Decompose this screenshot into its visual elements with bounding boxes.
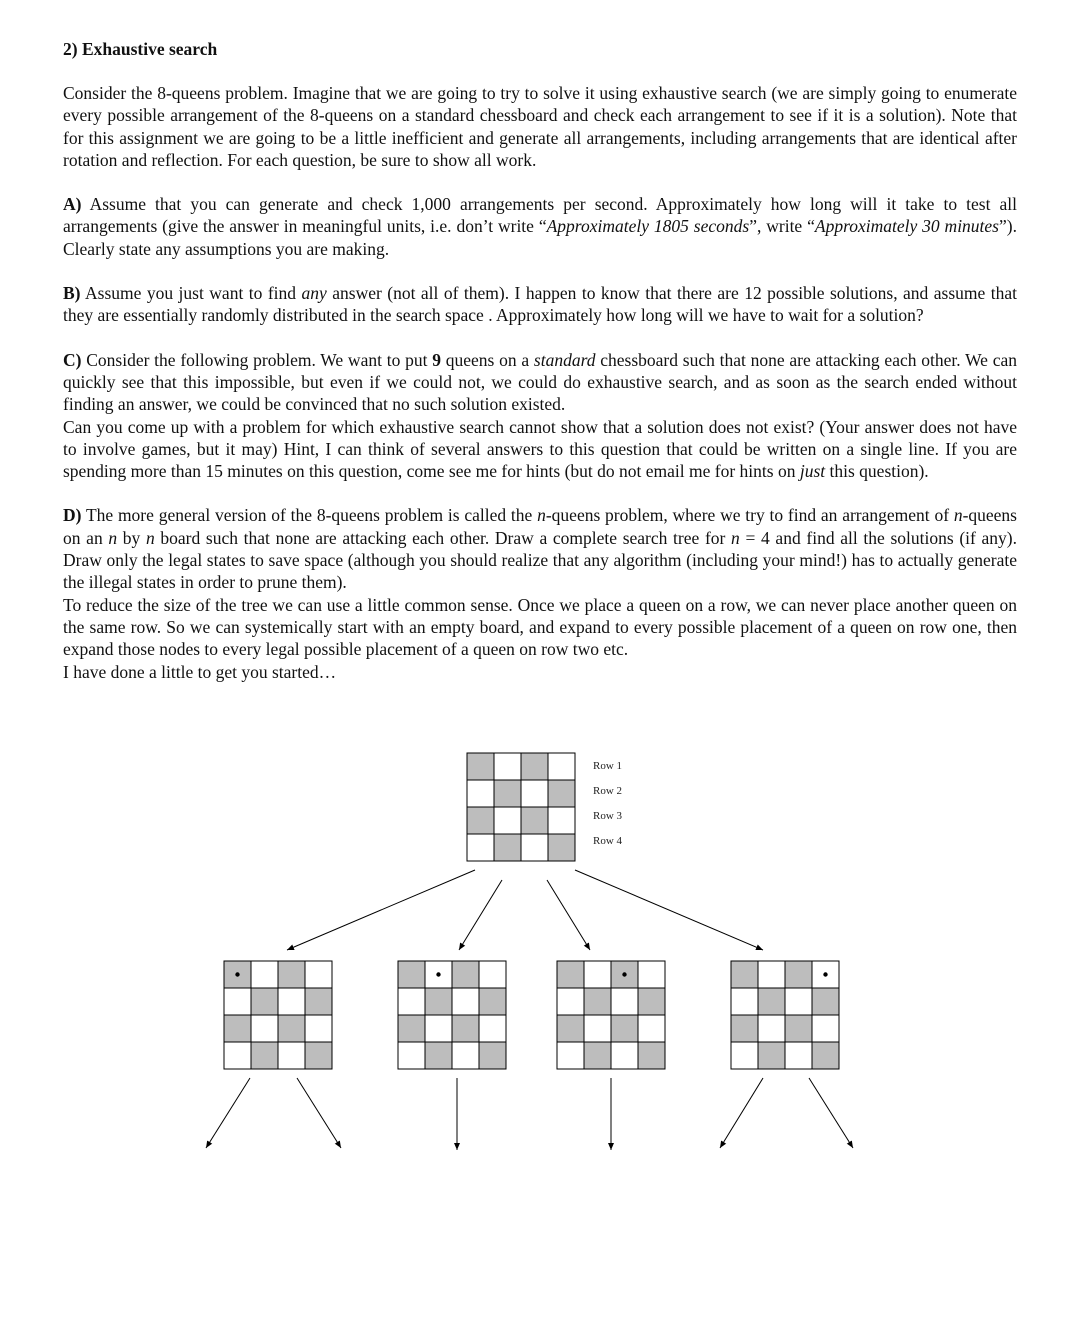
board-square xyxy=(758,1015,785,1042)
board-square xyxy=(398,1042,425,1069)
section-heading: 2) Exhaustive search xyxy=(63,39,218,59)
board-square xyxy=(425,1015,452,1042)
board-square xyxy=(467,780,494,807)
question-d-label: D) xyxy=(63,505,82,526)
board-square xyxy=(305,988,332,1015)
board-square xyxy=(494,780,521,807)
board-square xyxy=(548,753,575,780)
board-square xyxy=(278,961,305,988)
question-d-text: board such that none are attacking each other. Draw a complete search tree for xyxy=(154,527,732,548)
board-square xyxy=(278,988,305,1015)
board-square xyxy=(467,834,494,861)
question-c-text: Consider the following problem. We want to put xyxy=(81,349,433,370)
board-square xyxy=(638,961,665,988)
board-square xyxy=(584,1015,611,1042)
board-square xyxy=(731,961,758,988)
question-d-closing: I have done a little to get you started… xyxy=(63,661,337,682)
question-a-emphasis: Approximately 30 minutes xyxy=(814,216,999,237)
board-square xyxy=(398,1015,425,1042)
tree-edge-arrow xyxy=(297,1078,341,1148)
question-a-text: Assume that you can generate and check 1,000 arrangements per second. Approximately how long will it take to test all arrangements (give the answer in meaningful units, i.e. don’t write “ xyxy=(63,194,1017,237)
board-square xyxy=(479,988,506,1015)
board-square xyxy=(521,807,548,834)
row-label-2: Row 2 xyxy=(593,785,623,797)
board-square xyxy=(638,1042,665,1069)
question-d-emphasis: n xyxy=(108,527,118,548)
child-boards xyxy=(224,961,839,1069)
board-square xyxy=(785,1015,812,1042)
board-square xyxy=(758,1042,785,1069)
board-square xyxy=(494,834,521,861)
question-c-emphasis: standard xyxy=(533,349,596,370)
board-square xyxy=(494,753,521,780)
board-square xyxy=(467,753,494,780)
row-label-3: Row 3 xyxy=(593,810,623,822)
board-square xyxy=(305,961,332,988)
board-square xyxy=(638,988,665,1015)
board-square xyxy=(494,807,521,834)
board-square xyxy=(278,1015,305,1042)
board-square xyxy=(479,961,506,988)
board-square xyxy=(557,961,584,988)
board-square xyxy=(758,988,785,1015)
board-square xyxy=(731,988,758,1015)
question-d-explanation: To reduce the size of the tree we can use a little common sense. Once we place a queen on a row, we can never place another queen on the same row. So we can systemically start with an empty board, and expand to every possible placement of a queen on row one, then expand those nodes to every legal possible placement of a queen on row two etc. xyxy=(63,594,1017,660)
board-square xyxy=(521,780,548,807)
row-label-1: Row 1 xyxy=(593,760,623,772)
child-board-3 xyxy=(557,961,665,1069)
question-d-emphasis: n xyxy=(145,527,155,548)
question-d-text: = 4 and find all the solutions (if any). Draw only the legal states to save space (although you should realize that any algorithm (including your mind!) has to actually generate the illegal states in order to prune them). xyxy=(63,527,1018,593)
question-b-text: answer (not all of them). I happen to know that there are 12 possible solutions, and assume that they are essentially randomly distributed in the search space . Approximately how long will we have to wait for a solution? xyxy=(63,283,1017,326)
question-c-hint-text: Can you come up with a problem for which exhaustive search cannot show that a solution does not exist? (Your answer does not have to involve games, but it may) Hint, I can think of several answers to this question that could be written on a single line. If you are spending more than 15 minutes on this question, come see me for hints (but do not email me for hints on xyxy=(63,416,1017,482)
board-square xyxy=(812,988,839,1015)
board-square xyxy=(452,1015,479,1042)
board-square xyxy=(584,988,611,1015)
question-a-text: ”, write “ xyxy=(749,216,815,237)
board-square xyxy=(479,1015,506,1042)
question-d-text: -queens on an xyxy=(63,505,1017,548)
tree-edge-arrow xyxy=(459,880,502,950)
row-label-4: Row 4 xyxy=(593,835,623,847)
root-board xyxy=(467,753,575,861)
queen-marker xyxy=(436,972,440,976)
queen-marker xyxy=(823,972,827,976)
board-square xyxy=(611,988,638,1015)
board-square xyxy=(548,834,575,861)
board-square xyxy=(611,1015,638,1042)
board-square xyxy=(251,988,278,1015)
board-square xyxy=(557,988,584,1015)
board-square xyxy=(785,961,812,988)
question-a-text: ”). Clearly state any assumptions you are making. xyxy=(63,216,1017,259)
board-square xyxy=(638,1015,665,1042)
child-board-1 xyxy=(224,961,332,1069)
board-square xyxy=(251,1042,278,1069)
question-c-hint-text: this question). xyxy=(825,461,929,482)
board-square xyxy=(785,1042,812,1069)
board-square xyxy=(251,961,278,988)
queen-marker xyxy=(622,972,626,976)
board-square xyxy=(584,1042,611,1069)
question-d-text: The more general version of the 8-queens problem is called the xyxy=(81,505,538,526)
board-square xyxy=(224,1015,251,1042)
question-b-text: Assume you just want to find xyxy=(80,283,302,304)
board-square xyxy=(521,753,548,780)
root-board-grid xyxy=(467,753,575,861)
board-square xyxy=(305,1042,332,1069)
board-square xyxy=(398,961,425,988)
tree-edge-arrow xyxy=(206,1078,250,1148)
question-d-emphasis: n xyxy=(731,527,740,548)
board-square xyxy=(452,961,479,988)
question-a-label: A) xyxy=(63,194,82,215)
board-square xyxy=(521,834,548,861)
question-c-bold: 9 xyxy=(432,349,441,370)
question-d-emphasis: n xyxy=(537,505,546,526)
board-square xyxy=(557,1015,584,1042)
child-board-2 xyxy=(398,961,506,1069)
tree-edge-arrow xyxy=(547,880,590,950)
board-square xyxy=(557,1042,584,1069)
queen-marker xyxy=(235,972,239,976)
board-square xyxy=(785,988,812,1015)
question-c-emphasis: just xyxy=(799,461,826,482)
tree-edge-arrow xyxy=(575,870,763,950)
board-square xyxy=(467,807,494,834)
board-square xyxy=(584,961,611,988)
board-square xyxy=(731,1015,758,1042)
child-board-4 xyxy=(731,961,839,1069)
tree-edge-arrow xyxy=(809,1078,853,1148)
board-square xyxy=(452,1042,479,1069)
board-square xyxy=(251,1015,278,1042)
question-c-label: C) xyxy=(63,349,82,370)
board-square xyxy=(278,1042,305,1069)
board-square xyxy=(425,1042,452,1069)
board-square xyxy=(224,988,251,1015)
question-c-text: chessboard such that none are attacking each other. We can quickly see that this impossible, but even if we could not, we could do exhaustive search, and as soon as the search ended without finding an answer, we could be convinced that no such solution existed. xyxy=(63,349,1018,415)
question-b-emphasis: any xyxy=(301,283,327,304)
question-a-emphasis: Approximately 1805 seconds xyxy=(546,216,750,237)
question-d-text: -queens problem, where we try to find an arrangement of xyxy=(545,505,954,526)
board-square xyxy=(812,1042,839,1069)
board-square xyxy=(548,780,575,807)
tree-edge-arrow xyxy=(287,870,475,950)
board-square xyxy=(731,1042,758,1069)
board-square xyxy=(812,1015,839,1042)
question-c-text: queens on a xyxy=(440,349,534,370)
board-square xyxy=(224,1042,251,1069)
intro-paragraph: Consider the 8-queens problem. Imagine that we are going to try to solve it using exhaustive search (we are simply going to enumerate every possible arrangement of the 8-queens on a standard chessboard and check each arrangement to see if it is a solution). Note that for this assignment we are going to be a little inefficient and generate all arrangements, including arrangements that are identical after rotation and reflection. For each question, be sure to show all work. xyxy=(63,83,1017,170)
board-square xyxy=(452,988,479,1015)
board-square xyxy=(479,1042,506,1069)
question-d-emphasis: n xyxy=(953,505,963,526)
board-square xyxy=(548,807,575,834)
board-square xyxy=(611,1042,638,1069)
board-square xyxy=(758,961,785,988)
question-d-text: by xyxy=(117,527,146,548)
board-square xyxy=(305,1015,332,1042)
row-labels xyxy=(593,760,623,847)
board-square xyxy=(398,988,425,1015)
board-square xyxy=(425,988,452,1015)
tree-edge-arrow xyxy=(720,1078,763,1148)
question-b-label: B) xyxy=(63,283,81,304)
